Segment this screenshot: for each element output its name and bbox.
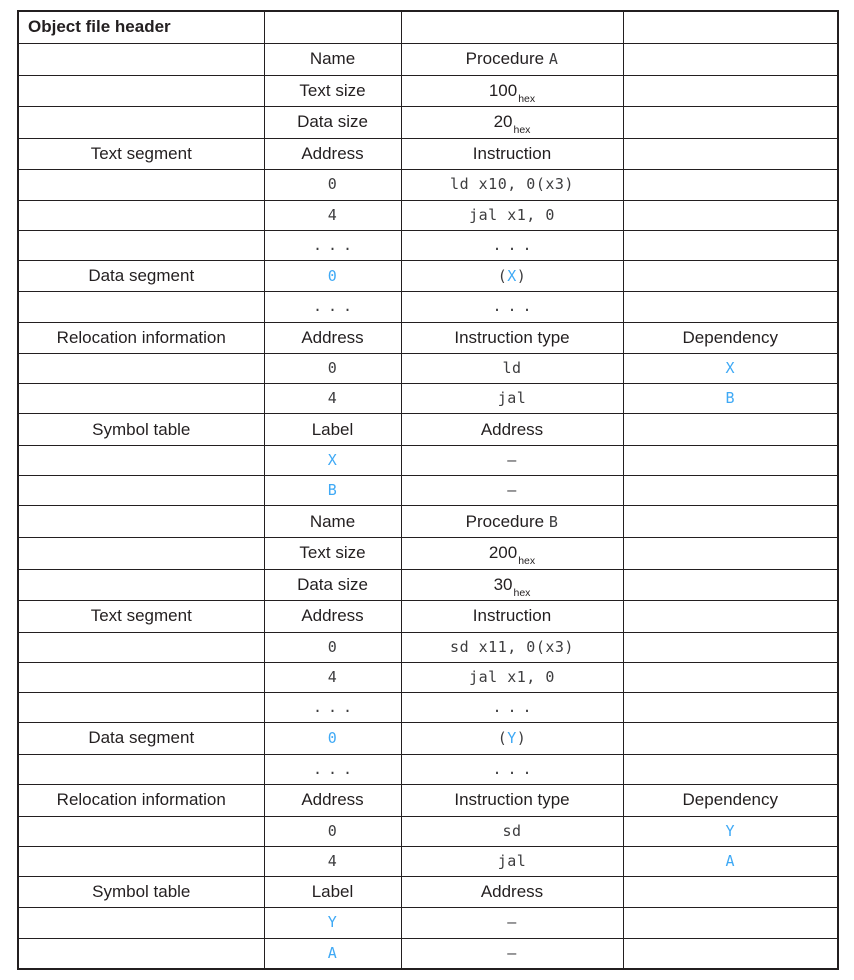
header-name — [264, 43, 401, 75]
table-cell — [623, 414, 838, 446]
cell-text: Name — [309, 511, 356, 531]
table-cell — [623, 260, 838, 292]
header-text-size — [264, 537, 401, 569]
table-cell — [623, 476, 838, 506]
data-size-value-a — [401, 107, 623, 139]
cell-text: Symbol table — [92, 882, 191, 902]
cell-text: 0 — [327, 266, 338, 285]
cell-text: 0 — [327, 359, 338, 378]
address-cell — [264, 354, 401, 384]
header-data-size — [264, 107, 401, 139]
section-text-segment-a — [18, 138, 264, 170]
cell-text: ld — [502, 359, 522, 378]
data-size-value-b — [401, 569, 623, 601]
table-row — [18, 693, 838, 723]
cell-text: jal x1, 0 — [469, 667, 555, 686]
text-size-value-a — [401, 75, 623, 107]
address-cell — [264, 260, 401, 292]
table-cell — [18, 446, 264, 476]
table-cell — [623, 200, 838, 230]
header-address — [264, 601, 401, 633]
cell-text: Text size — [299, 80, 366, 100]
instruction-type-cell — [401, 354, 623, 384]
cell-text: 0 — [327, 728, 338, 747]
address-cell — [264, 846, 401, 876]
cell-text: Procedure — [465, 511, 549, 531]
cell-text: hex — [513, 124, 531, 137]
cell-text: Address — [480, 419, 544, 439]
table-cell — [18, 354, 264, 384]
cell-text: ( — [497, 266, 508, 285]
instruction-cell — [401, 170, 623, 200]
table-row — [18, 446, 838, 476]
table-cell — [623, 506, 838, 538]
table-cell — [623, 43, 838, 75]
address-cell — [264, 662, 401, 692]
cell-text: Instruction — [472, 144, 552, 164]
dependency-cell — [623, 846, 838, 876]
cell-text: X — [327, 451, 338, 470]
table-cell — [18, 569, 264, 601]
table-row — [18, 75, 838, 107]
address-unknown-cell — [401, 446, 623, 476]
table-cell — [623, 170, 838, 200]
table-row — [18, 476, 838, 506]
cell-text: jal — [497, 851, 527, 870]
cell-text: ... — [312, 235, 359, 254]
dependency-cell — [623, 354, 838, 384]
cell-text: Object file header — [28, 17, 171, 37]
section-text-segment-b — [18, 601, 264, 633]
cell-text: Address — [480, 882, 544, 902]
cell-text: 100 — [488, 80, 518, 100]
cell-text: 4 — [327, 851, 338, 870]
section-symbol-table-b — [18, 876, 264, 908]
cell-text: ... — [312, 698, 359, 717]
table-row — [18, 601, 838, 633]
cell-text: 4 — [327, 205, 338, 224]
cell-text: jal x1, 0 — [469, 205, 555, 224]
cell-text: A — [548, 50, 559, 69]
table-cell — [18, 632, 264, 662]
table-row — [18, 43, 838, 75]
table-row — [18, 322, 838, 354]
cell-text: – — [507, 943, 517, 962]
cell-text: Address — [301, 327, 364, 347]
table-cell — [18, 292, 264, 322]
cell-text: Instruction type — [454, 790, 570, 810]
cell-text: B — [725, 389, 736, 408]
address-cell — [264, 632, 401, 662]
header-address — [264, 784, 401, 816]
ellipsis-cell — [401, 230, 623, 260]
cell-text: Dependency — [682, 327, 778, 347]
header-dependency — [623, 784, 838, 816]
table-cell — [623, 754, 838, 784]
cell-text: Address — [301, 144, 364, 164]
table-cell — [18, 200, 264, 230]
instruction-type-cell — [401, 384, 623, 414]
header-instruction — [401, 601, 623, 633]
procedure-b-name — [401, 506, 623, 538]
address-cell — [264, 816, 401, 846]
ellipsis-cell — [264, 693, 401, 723]
table-cell — [18, 230, 264, 260]
table-row — [18, 200, 838, 230]
table-row — [18, 354, 838, 384]
cell-text: B — [327, 481, 338, 500]
cell-text: Address — [301, 606, 364, 626]
table-cell — [18, 908, 264, 938]
header-text-size — [264, 75, 401, 107]
section-symbol-table-a — [18, 414, 264, 446]
section-relocation-information-b — [18, 784, 264, 816]
table-cell — [264, 11, 401, 43]
object-file-table-body — [18, 11, 838, 969]
text-size-value-b — [401, 537, 623, 569]
cell-text: hex — [518, 92, 536, 105]
data-value-cell — [401, 260, 623, 292]
table-row — [18, 938, 838, 969]
instruction-cell — [401, 662, 623, 692]
table-row — [18, 723, 838, 755]
table-cell — [623, 230, 838, 260]
table-cell — [623, 11, 838, 43]
address-cell — [264, 170, 401, 200]
table-cell — [18, 816, 264, 846]
header-instruction — [401, 138, 623, 170]
cell-text: Text size — [299, 543, 366, 563]
table-row — [18, 138, 838, 170]
cell-text: ... — [492, 698, 538, 717]
table-cell — [623, 908, 838, 938]
cell-text: ld x10, 0(x3) — [450, 175, 574, 194]
cell-text: Data size — [297, 574, 368, 594]
table-cell — [18, 754, 264, 784]
table-cell — [623, 601, 838, 633]
table-cell — [18, 938, 264, 969]
table-row — [18, 662, 838, 692]
dependency-cell — [623, 816, 838, 846]
table-cell — [623, 876, 838, 908]
object-file-table — [17, 10, 839, 970]
address-cell — [264, 200, 401, 230]
table-row — [18, 632, 838, 662]
header-instruction-type — [401, 784, 623, 816]
instruction-cell — [401, 200, 623, 230]
cell-text: Y — [507, 728, 517, 747]
table-cell — [18, 537, 264, 569]
instruction-type-cell — [401, 846, 623, 876]
table-cell — [623, 138, 838, 170]
section-data-segment-b — [18, 723, 264, 755]
table-cell — [623, 723, 838, 755]
table-cell — [623, 693, 838, 723]
table-row — [18, 414, 838, 446]
table-cell — [623, 107, 838, 139]
cell-text: Name — [309, 49, 356, 69]
cell-text: ( — [497, 728, 508, 747]
ellipsis-cell — [264, 230, 401, 260]
cell-text: Y — [327, 913, 338, 932]
table-row — [18, 876, 838, 908]
header-label — [264, 876, 401, 908]
cell-text: Relocation information — [56, 327, 226, 347]
ellipsis-cell — [401, 292, 623, 322]
cell-text: ... — [492, 759, 538, 778]
cell-text: Data segment — [88, 266, 195, 286]
cell-text: hex — [513, 586, 531, 599]
table-row — [18, 107, 838, 139]
cell-text: jal — [497, 389, 527, 408]
table-cell — [623, 662, 838, 692]
dependency-cell — [623, 384, 838, 414]
address-unknown-cell — [401, 938, 623, 969]
cell-text: hex — [518, 555, 536, 568]
table-cell — [623, 75, 838, 107]
section-relocation-information-a — [18, 322, 264, 354]
cell-text: Procedure — [465, 49, 549, 69]
table-row — [18, 754, 838, 784]
cell-text: A — [725, 851, 736, 870]
header-address — [264, 322, 401, 354]
table-row — [18, 170, 838, 200]
table-row — [18, 569, 838, 601]
table-row — [18, 260, 838, 292]
table-cell — [18, 662, 264, 692]
table-cell — [18, 107, 264, 139]
table-cell — [18, 506, 264, 538]
cell-text: – — [507, 913, 517, 932]
cell-text: 0 — [327, 637, 338, 656]
table-row — [18, 506, 838, 538]
cell-text: 30 — [493, 574, 513, 594]
address-unknown-cell — [401, 476, 623, 506]
table-cell — [18, 476, 264, 506]
instruction-cell — [401, 632, 623, 662]
cell-text: ... — [312, 759, 359, 778]
cell-text: 200 — [488, 543, 518, 563]
cell-text: 0 — [327, 175, 338, 194]
table-cell — [623, 292, 838, 322]
header-address — [264, 138, 401, 170]
cell-text: – — [507, 451, 517, 470]
cell-text: Text segment — [90, 606, 192, 626]
procedure-a-name — [401, 43, 623, 75]
cell-text: Label — [311, 419, 354, 439]
cell-text: Data segment — [88, 728, 195, 748]
table-cell — [623, 537, 838, 569]
table-cell — [18, 693, 264, 723]
table-cell — [623, 446, 838, 476]
table-row — [18, 784, 838, 816]
cell-text: 4 — [327, 667, 338, 686]
table-row — [18, 537, 838, 569]
data-value-cell — [401, 723, 623, 755]
table-cell — [18, 75, 264, 107]
table-row — [18, 11, 838, 43]
cell-text: ... — [492, 297, 538, 316]
ellipsis-cell — [264, 292, 401, 322]
header-address — [401, 414, 623, 446]
table-cell — [18, 846, 264, 876]
ellipsis-cell — [264, 754, 401, 784]
address-cell — [264, 384, 401, 414]
ellipsis-cell — [401, 693, 623, 723]
cell-text: Data size — [297, 112, 368, 132]
table-row — [18, 846, 838, 876]
ellipsis-cell — [401, 754, 623, 784]
table-row — [18, 908, 838, 938]
header-data-size — [264, 569, 401, 601]
label-cell — [264, 476, 401, 506]
cell-text: Text segment — [90, 144, 192, 164]
address-cell — [264, 723, 401, 755]
table-row — [18, 384, 838, 414]
table-cell — [18, 170, 264, 200]
cell-text: Instruction type — [454, 327, 570, 347]
table-row — [18, 230, 838, 260]
cell-text: ) — [516, 266, 527, 285]
cell-text: B — [548, 512, 559, 531]
header-name — [264, 506, 401, 538]
cell-text: Dependency — [682, 790, 778, 810]
table-cell — [401, 11, 623, 43]
cell-text: 0 — [327, 821, 338, 840]
table-cell — [623, 938, 838, 969]
cell-text: 4 — [327, 389, 338, 408]
table-cell — [623, 569, 838, 601]
table-row — [18, 292, 838, 322]
cell-text: Address — [301, 790, 364, 810]
cell-text: Label — [311, 882, 354, 902]
cell-text: ... — [492, 235, 538, 254]
cell-text: sd — [502, 821, 522, 840]
table-row — [18, 816, 838, 846]
instruction-type-cell — [401, 816, 623, 846]
header-dependency — [623, 322, 838, 354]
cell-text: X — [507, 266, 517, 285]
cell-text: Y — [725, 821, 736, 840]
table-cell — [18, 384, 264, 414]
cell-text: sd x11, 0(x3) — [450, 637, 574, 656]
label-cell — [264, 938, 401, 969]
header-label — [264, 414, 401, 446]
cell-text: Instruction — [472, 606, 552, 626]
cell-text: 20 — [493, 112, 513, 132]
table-cell — [18, 43, 264, 75]
section-data-segment-a — [18, 260, 264, 292]
cell-text: Symbol table — [92, 419, 191, 439]
address-unknown-cell — [401, 908, 623, 938]
cell-text: – — [507, 481, 517, 500]
header-instruction-type — [401, 322, 623, 354]
cell-text: ... — [312, 297, 359, 316]
section-object-file-header — [18, 11, 264, 43]
cell-text: A — [327, 943, 338, 962]
cell-text: ) — [516, 728, 527, 747]
header-address — [401, 876, 623, 908]
cell-text: X — [725, 359, 736, 378]
table-cell — [623, 632, 838, 662]
label-cell — [264, 908, 401, 938]
cell-text: Relocation information — [56, 790, 226, 810]
label-cell — [264, 446, 401, 476]
